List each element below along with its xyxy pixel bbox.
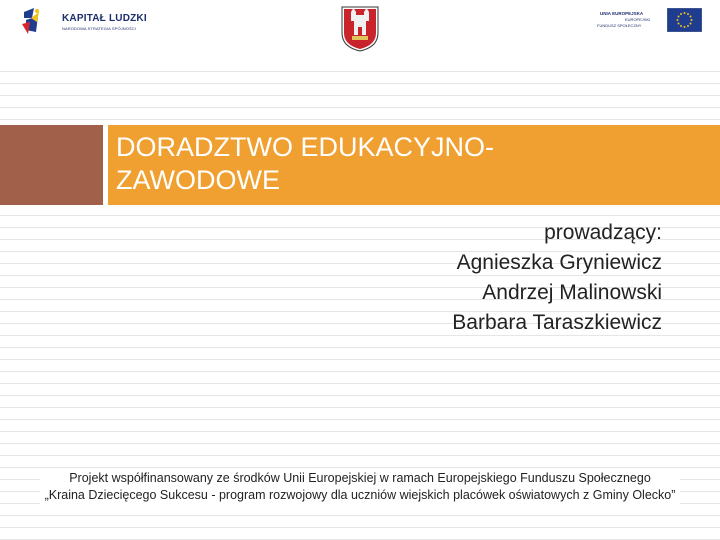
eu-flag-icon <box>667 8 702 32</box>
funding-note: Projekt współfinansowany ze środków Unii Europejskiej w ramach Europejskiego Funduszu Społecznego <box>69 471 651 485</box>
title-divider <box>103 125 108 205</box>
presenter-name: Agnieszka Gryniewicz <box>456 251 662 274</box>
eu-label: UNIA EUROPEJSKA <box>600 11 644 16</box>
efs-label-line1: EUROPEJSKI <box>625 17 651 22</box>
gmina-crest-logo <box>338 3 382 53</box>
logo-bar <box>0 0 720 60</box>
presenter-name: Andrzej Malinowski <box>482 281 662 304</box>
crest-icon <box>338 3 382 53</box>
eu-logo <box>592 4 712 34</box>
project-name: „Kraina Dziecięcego Sukcesu - program rozwojowy dla uczniów wiejskich placówek oświatowych z Gminy Olecko” <box>44 488 676 502</box>
presenter-name: Barbara Taraszkiewicz <box>452 311 662 334</box>
kapital-ludzki-subtitle: NARODOWA STRATEGIA SPÓJNOŚCI <box>62 26 136 31</box>
kapital-ludzki-title: KAPITAŁ LUDZKI <box>62 13 147 24</box>
title-accent-block <box>0 125 103 205</box>
project-footer <box>40 470 680 504</box>
presenters-block <box>452 218 662 338</box>
kapital-ludzki-logo <box>22 4 180 38</box>
presenters-label: prowadzący: <box>544 221 662 244</box>
slide-title: DORADZTWO EDUKACYJNO- ZAWODOWE <box>116 132 494 195</box>
kapital-ludzki-emblem-icon <box>22 6 42 36</box>
efs-label-line2: FUNDUSZ SPOŁECZNY <box>597 23 642 28</box>
